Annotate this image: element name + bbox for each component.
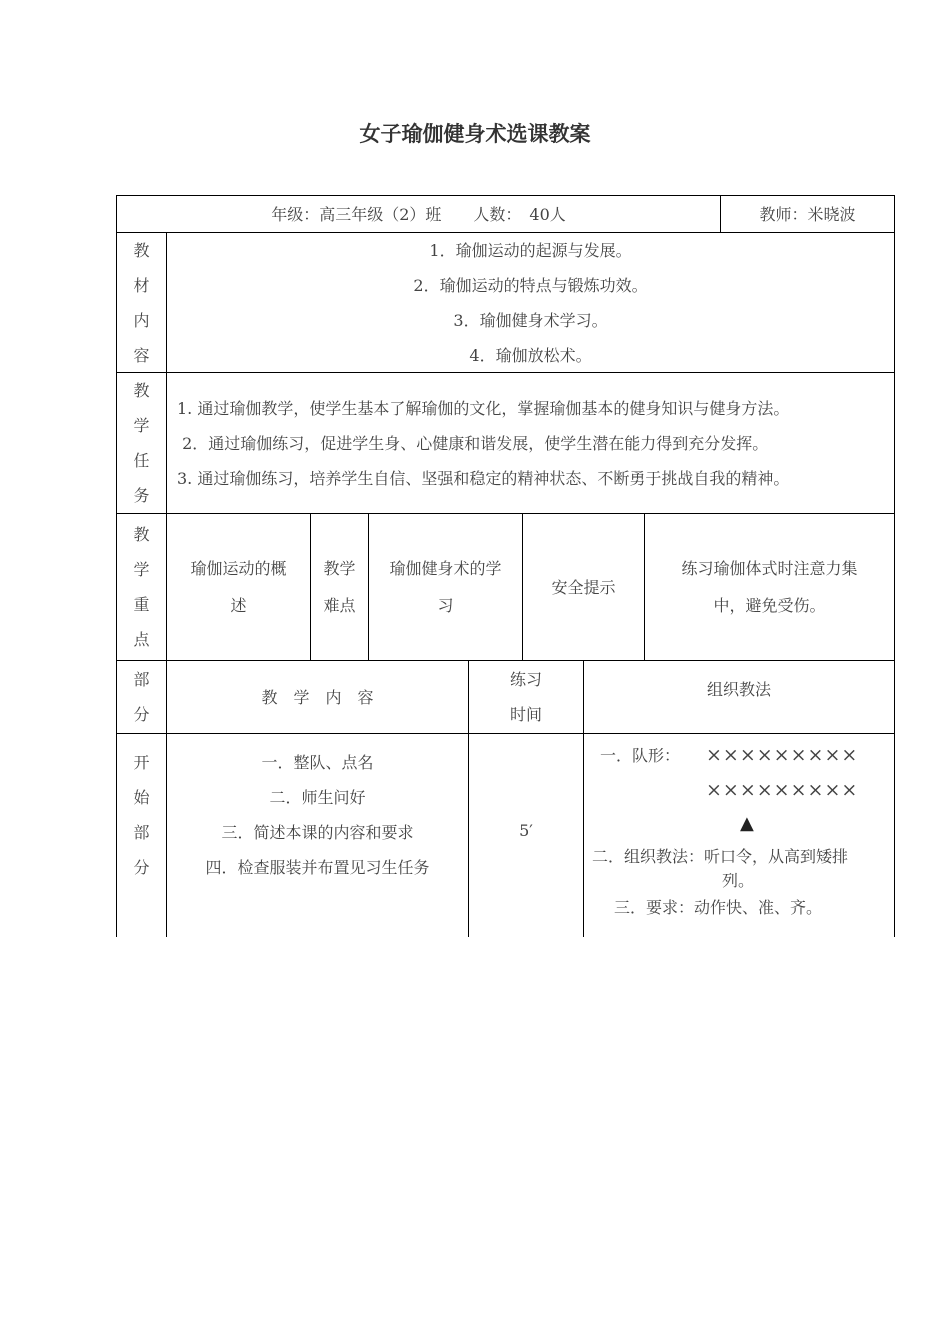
difficulty-label: 教学 难点 — [323, 559, 356, 615]
start-section-label: 开 始 部 分 — [133, 753, 150, 877]
lesson-plan-table — [116, 195, 895, 937]
start-content — [167, 743, 468, 887]
start-content-item: 一．整队、点名 — [261, 753, 374, 772]
content-header: 教 学 内 容 — [261, 687, 374, 707]
material-label: 教 材 内 容 — [133, 240, 150, 365]
task-item: 2．通过瑜伽练习，促进学生身、心健康和谐发展，使学生潜在能力得到充分发挥。 — [177, 433, 769, 453]
document-title: 女子瑜伽健身术选课教案 — [359, 121, 591, 146]
material-content — [167, 233, 894, 372]
formation-label: 一．队形： — [600, 746, 681, 765]
method-line-1: 二．组织教法：听口令，从高到矮排 — [592, 847, 849, 866]
focus-label: 教 学 重 点 — [133, 525, 150, 649]
teacher-position-icon: ▲ — [740, 813, 754, 834]
start-method — [584, 738, 894, 937]
material-item: 1．瑜伽运动的起源与发展。 — [429, 240, 632, 260]
formation-row-2: ××××××××× — [706, 779, 859, 801]
start-content-item: 四．检查服装并布置见习生任务 — [205, 858, 430, 877]
formation-row-1: ××××××××× — [706, 744, 859, 766]
start-content-item: 三．简述本课的内容和要求 — [221, 823, 414, 842]
class-info: 年级：高三年级（2）班 人数： 40人 — [271, 204, 566, 224]
time-header: 练习 时间 — [509, 670, 542, 724]
material-item: 3．瑜伽健身术学习。 — [453, 310, 608, 330]
start-content-item: 二．师生问好 — [269, 788, 366, 807]
method-line-2: 列。 — [722, 871, 755, 890]
safety-tip: 练习瑜伽体式时注意力集 中，避免受伤。 — [681, 559, 858, 615]
task-item: 1. 通过瑜伽教学，使学生基本了解瑜伽的文化，掌握瑜伽基本的健身知识与健身方法。 — [177, 398, 790, 418]
task-item: 3. 通过瑜伽练习，培养学生自信、坚强和稳定的精神状态、不断勇于挑战自我的精神。 — [177, 468, 790, 488]
material-item: 4．瑜伽放松术。 — [469, 345, 592, 365]
material-item: 2．瑜伽运动的特点与锻炼功效。 — [413, 275, 648, 295]
method-line-3: 三．要求：动作快、准、齐。 — [614, 898, 823, 917]
safety-label: 安全提示 — [551, 577, 616, 597]
part-header: 部 分 — [133, 670, 150, 724]
key-point: 瑜伽运动的概 述 — [190, 559, 287, 615]
teacher-name: 教师：米晓波 — [759, 204, 856, 224]
tasks-label: 教 学 任 务 — [133, 381, 150, 505]
start-time: 5′ — [519, 821, 533, 840]
tasks-content — [167, 373, 894, 513]
method-header: 组织教法 — [706, 679, 771, 699]
difficulty: 瑜伽健身术的学 习 — [389, 559, 502, 615]
